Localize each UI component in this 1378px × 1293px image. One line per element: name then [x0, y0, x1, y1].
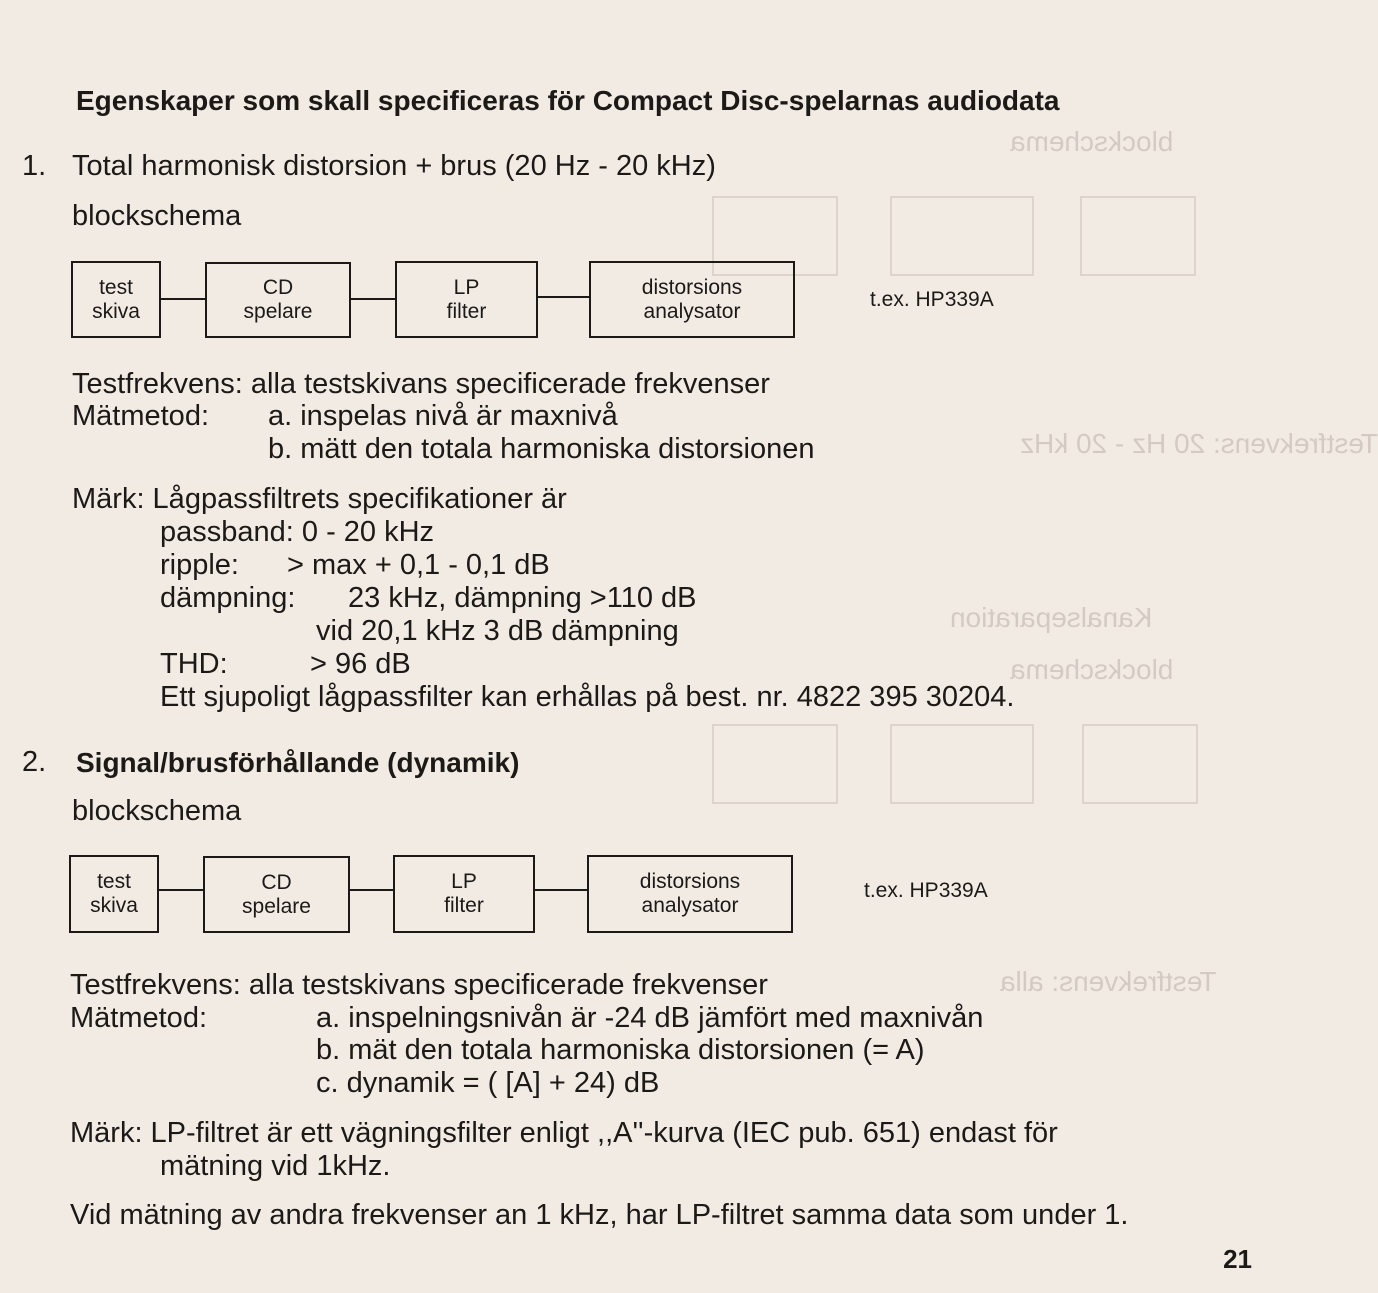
connector-line [535, 889, 587, 891]
block-label-line1: LP [453, 275, 480, 299]
section1-heading: Total harmonisk distorsion + brus (20 Hz - 20 kHz) [72, 150, 716, 182]
section1-thd-value: > 96 dB [310, 648, 411, 680]
section1-matmetod-a: a. inspelas nivå är maxnivå [268, 400, 618, 432]
block-label-line1: distorsions [639, 870, 741, 893]
block-label-line2: spelare [243, 300, 313, 323]
bleed-through-box [1080, 196, 1196, 276]
block-test-skiva [69, 855, 159, 933]
section1-matmetod-label: Mätmetod: [72, 400, 209, 432]
connector-line [159, 889, 203, 891]
section2-example-instrument: t.ex. HP339A [864, 879, 988, 902]
bleed-through-box [1082, 724, 1198, 804]
section2-heading: Signal/brusförhållande (dynamik) [76, 747, 520, 778]
block-cd-spelare [205, 262, 351, 338]
block-distorsions-analysator [589, 261, 795, 338]
block-lp-filter [393, 855, 535, 933]
block-label-line2: filter [446, 299, 487, 323]
connector-line [351, 298, 395, 300]
section1-example-instrument: t.ex. HP339A [870, 288, 994, 311]
section1-dampning-label: dämpning: [160, 582, 296, 614]
section1-mark-intro: Märk: Lågpassfiltrets specifikationer är [72, 483, 567, 515]
block-label-line1: CD [262, 276, 294, 299]
section1-matmetod-b: b. mätt den totala harmoniska distorsionen [268, 433, 815, 465]
section1-blockschema-label: blockschema [72, 200, 242, 232]
section1-ripple-label: ripple: [160, 549, 239, 581]
bleed-through-text: Testfrekvens: alla [1000, 966, 1217, 997]
bleed-through-text: Testfrekvens: 20 Hz - 20 kHz [1020, 428, 1378, 459]
section1-dampning-value: 23 kHz, dämpning >110 dB [348, 582, 697, 614]
bleed-through-box [890, 724, 1034, 804]
connector-line [350, 889, 393, 891]
block-label-line2: analysator [643, 299, 741, 323]
block-label-line1: test [99, 275, 133, 299]
block-label-line1: distorsions [641, 275, 743, 299]
section1-testfrekvens: Testfrekvens: alla testskivans specificerade frekvenser [72, 368, 770, 400]
connector-line [161, 298, 205, 300]
bleed-through-box [890, 196, 1034, 276]
section2-testfrekvens: Testfrekvens: alla testskivans specificerade frekvenser [70, 969, 768, 1001]
section2-blockschema-label: blockschema [72, 795, 242, 827]
section2-mark-line1: Märk: LP-filtret är ett vägningsfilter enligt ,,A''-kurva (IEC pub. 651) endast för [70, 1117, 1058, 1149]
page-title: Egenskaper som skall specificeras för Compact Disc-spelarnas audiodata [76, 85, 1060, 116]
bleed-through-text: blockschema [1010, 126, 1174, 157]
page-number: 21 [1223, 1244, 1252, 1274]
section2-matmetod-b: b. mät den totala harmoniska distorsionen (= A) [316, 1034, 925, 1066]
block-test-skiva [71, 261, 161, 338]
section1-number: 1. [22, 150, 47, 182]
block-label-line2: filter [444, 894, 484, 917]
bleed-through-text: blockschema [1010, 654, 1174, 685]
section1-passband: passband: 0 - 20 kHz [160, 516, 435, 548]
section1-dampning-value2: vid 20,1 kHz 3 dB dämpning [316, 615, 679, 647]
block-label-line2: spelare [242, 894, 311, 918]
section1-ripple-value: > max + 0,1 - 0,1 dB [287, 549, 550, 581]
block-lp-filter [395, 261, 538, 338]
section2-number: 2. [22, 746, 47, 778]
section1-filter-note: Ett sjupoligt lågpassfilter kan erhållas på best. nr. 4822 395 30204. [160, 681, 1015, 713]
block-label-line1: test [97, 870, 131, 893]
bleed-through-text: Kanalseparation [950, 602, 1153, 633]
connector-line [538, 296, 589, 298]
section2-matmetod-a: a. inspelningsnivån är -24 dB jämfört med maxnivån [316, 1002, 984, 1034]
block-label-line2: skiva [90, 894, 138, 917]
section2-matmetod-label: Mätmetod: [70, 1002, 207, 1034]
block-label-line1: CD [261, 870, 292, 894]
bleed-through-box [712, 724, 838, 804]
block-cd-spelare [203, 856, 350, 933]
section2-final-note: Vid mätning av andra frekvenser an 1 kHz, har LP-filtret samma data som under 1. [70, 1199, 1129, 1231]
section2-mark-line2: mätning vid 1kHz. [160, 1150, 391, 1182]
section1-thd-label: THD: [160, 648, 228, 680]
block-distorsions-analysator [587, 855, 793, 933]
section2-matmetod-c: c. dynamik = ( [A] + 24) dB [316, 1067, 660, 1099]
block-label-line1: LP [451, 870, 477, 893]
block-label-line2: analysator [641, 894, 739, 917]
block-label-line2: skiva [92, 299, 140, 323]
